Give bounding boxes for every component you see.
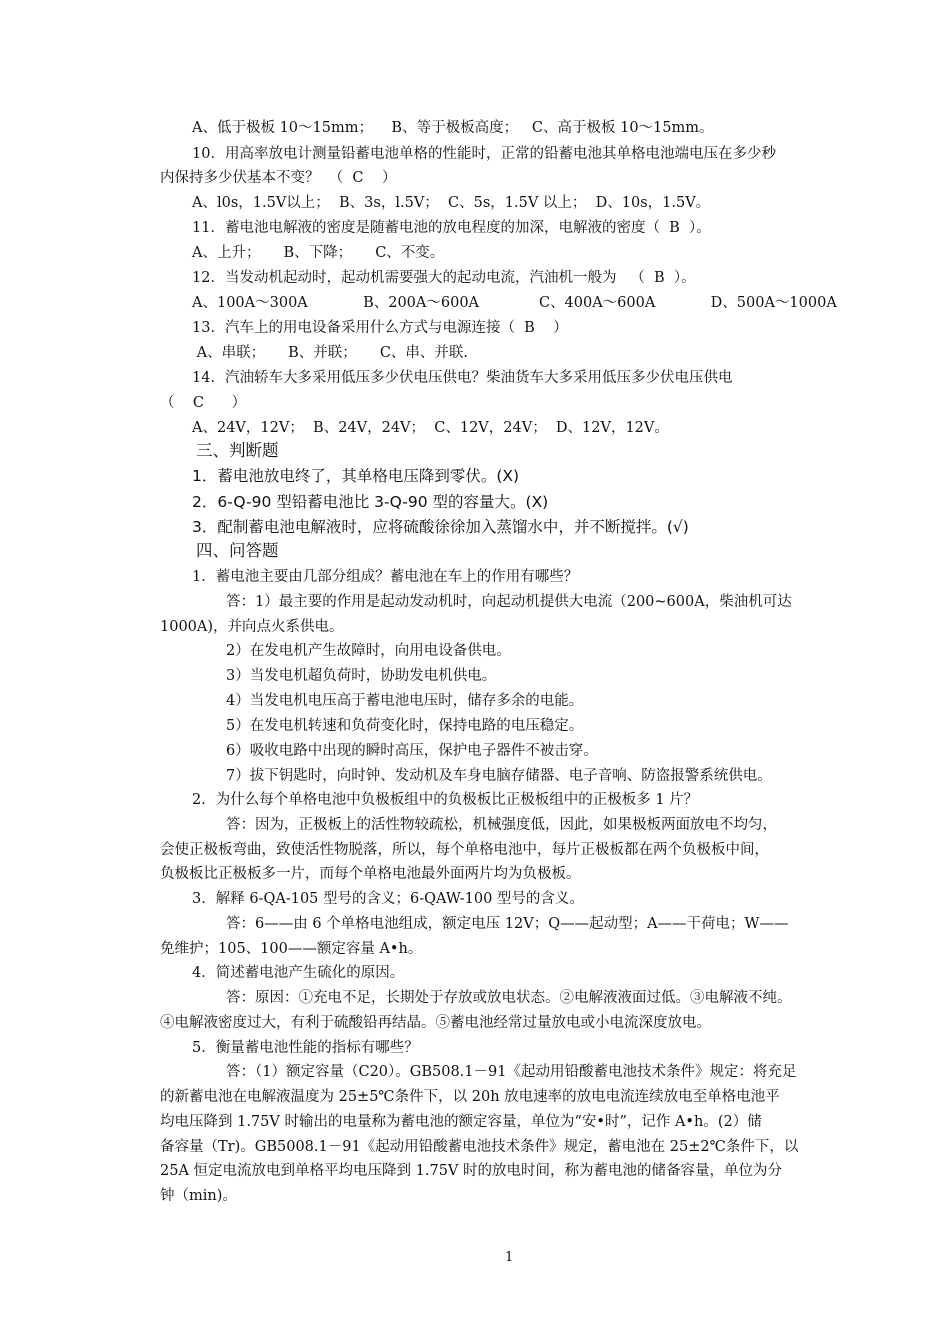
qa1-point-6: 6）吸收电路中出现的瞬时高压，保护电子器件不被击穿。 [226,743,598,759]
q9-options: A、低于极板 10～15mm； B、等于极板高度； C、高于极板 10～15mm。 [192,120,714,136]
qa5-answer-cont-2: 均电压降到 1.75V 时输出的电量称为蓄电池的额定容量，单位为“安•时”，记作 A•h。(2）储 [160,1114,762,1130]
qa5-answer-cont-1: 的新蓄电池在电解液温度为 25±5℃条件下，以 20h 放电速率的放电电流连续放电至单格电池平 [160,1089,780,1105]
qa4-answer-cont: ④电解液密度过大，有利于硫酸铅再结晶。⑤蓄电池经常过量放电或小电流深度放电。 [160,1015,711,1031]
q13-text: 13．汽车上的用电设备采用什么方式与电源连接（ B ） [192,320,568,336]
qa1-answer: 答：1）最主要的作用是起动发动机时，向起动机提供大电流（200~600A，柴油机可达 [226,594,792,610]
q13-options: A、串联； B、并联； C、串、并联. [192,345,469,361]
qa1-question: 1．蓄电池主要由几部分组成？蓄电池在车上的作用有哪些？ [192,569,579,585]
qa1-point-4: 4）当发电机电压高于蓄电池电压时，储存多余的电能。 [226,693,584,709]
qa5-answer-cont-4: 25A 恒定电流放电到单格平均电压降到 1.75V 时的放电时间，称为蓄电池的储备容量，单位为分 [160,1163,783,1179]
qa1-point-7: 7）拔下钥匙时，向时钟、发动机及车身电脑存储器、电子音响、防盗报警系统供电。 [226,768,772,784]
tf-item-1: 1．蓄电池放电终了，其单格电压降到零伏。(X) [192,467,520,485]
q14-text-cont: （ C ） [160,395,247,411]
qa3-answer-cont: 免维护；105、100——额定容量 A•h。 [160,941,423,957]
qa2-question: 2．为什么每个单格电池中负极板组中的负极板比正极板组中的正极板多 1 片？ [192,792,699,808]
qa4-question: 4．简述蓄电池产生硫化的原因。 [192,965,405,981]
qa1-point-5: 5）在发电机转速和负荷变化时，保持电路的电压稳定。 [226,718,584,734]
section-title-true-false: 三、判断题 [196,441,279,460]
q11-text: 11．蓄电池电解液的密度是随蓄电池的放电程度的加深，电解液的密度（ B ）。 [192,220,711,236]
q12-options: A、100A～300A B、200A～600A C、400A～600A D、500A～1000A [192,295,837,311]
section-title-qa: 四、问答题 [196,541,279,560]
qa1-point-2: 2）在发电机产生故障时，向用电设备供电。 [226,643,511,659]
qa2-answer-cont-2: 负极板比正极板多一片，而每个单格电池最外面两片均为负极板。 [160,866,581,882]
q14-text: 14．汽油轿车大多采用低压多少伏电压供电？柴油货车大多采用低压多少伏电压供电 [192,370,733,386]
q10-options: A、l0s，1.5Ⅴ以上； B、3s，l.5V； C、5s，1.5V 以上； D、10s，1.5V。 [192,195,711,211]
q12-text: 12．当发动机起动时，起动机需要强大的起动电流，汽油机一般为 （ B ）。 [192,270,696,286]
qa1-answer-cont: 1000A)，并向点火系供电。 [160,619,344,635]
qa3-question: 3．解释 6-QA-105 型号的含义；6-QAW-100 型号的含义。 [192,891,584,907]
page-number: 1 [505,1250,514,1265]
tf-item-2: 2．6-Q-90 型铅蓄电池比 3-Q-90 型的容量大。(X) [192,493,549,511]
qa5-answer-cont-3: 备容量（Tr)。GB5008.1－91《起动用铅酸蓄电池技术条件》规定，蓄电池在 25±2℃条件下，以 [160,1139,799,1155]
qa3-answer: 答：6——由 6 个单格电池组成，额定电压 12V；Q——起动型；A——干荷电；W—— [226,916,789,932]
q14-options: A、24V，12V； B、24V，24V； C、12V，24V； D、12V，12V。 [192,420,669,436]
q10-text: 10．用高率放电计测量铅蓄电池单格的性能时，正常的铅蓄电池其单格电池端电压在多少秒 [192,146,776,162]
qa5-answer: 答：（1）额定容量（C20）。GB508.1－91《起动用铅酸蓄电池技术条件》规定：将充足 [226,1064,797,1080]
tf-item-3: 3．配制蓄电池电解液时，应将硫酸徐徐加入蒸馏水中，并不断搅拌。(√) [192,518,689,536]
qa2-answer-cont-1: 会使正极板弯曲，致使活性物脱落，所以，每个单格电池中，每片正极板都在两个负极板中间， [160,842,769,858]
qa5-answer-cont-5: 钟（min)。 [160,1188,237,1204]
qa4-answer: 答：原因：①充电不足，长期处于存放或放电状态。②电解液液面过低。③电解液不纯。 [226,990,792,1006]
q10-text-cont: 内保持多少伏基本不变？ （ C ） [160,170,397,186]
qa2-answer: 答：因为，正极板上的活性物较疏松，机械强度低，因此，如果极板两面放电不均匀， [226,817,777,833]
q11-options: A、上升； B、下降； C、不变。 [192,245,445,261]
qa1-point-3: 3）当发电机超负荷时，协助发电机供电。 [226,668,497,684]
qa5-question: 5．衡量蓄电池性能的指标有哪些？ [192,1040,419,1056]
